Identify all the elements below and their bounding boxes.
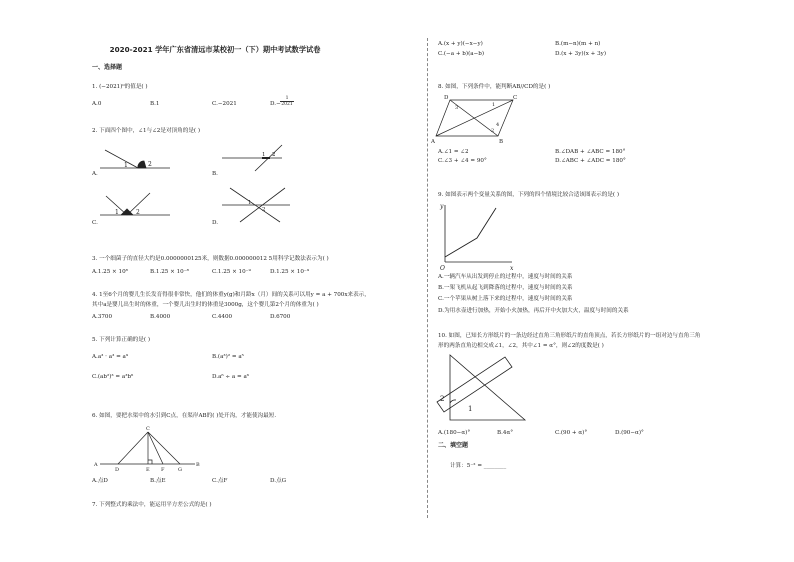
q3-option-c: C.1.25 × 10⁻⁹ [212, 269, 251, 275]
q6-option-a: A.点D [92, 478, 108, 484]
q8-stem: 8. 如图，下列条件中，能判断AB//CD的是( ) [438, 84, 551, 90]
q2-d-label-1: 1 [248, 200, 252, 206]
q8-option-d: D.∠ABC + ∠ADC = 180° [555, 158, 626, 164]
q9-option-b: B.一架飞机从起飞到降落的过程中，速度与时间的关系 [438, 285, 573, 291]
q1-option-a: A.0 [92, 101, 102, 107]
q2-c-label-2: 2 [136, 209, 140, 216]
q9-stem: 9. 如图表示两个变量关系的图，下列的四个情境比较合适该图表示的是( ) [438, 192, 620, 198]
q6-option-c: C.点F [212, 478, 228, 484]
q8-label-a: A [431, 139, 435, 145]
q8-label-d: D [444, 95, 449, 101]
q4-stem-line-2: 其中a是婴儿出生时的体重，一个婴儿出生时的体重是3000g，这个婴儿第2个月的体重为( ) [92, 302, 319, 308]
q2-option-a: A. [92, 171, 98, 177]
q2-a-label-2: 2 [148, 161, 152, 168]
q6-label-g: G [178, 467, 182, 473]
q8-option-b: B.∠DAB + ∠ABC = 180° [555, 149, 626, 155]
q2-option-d: D. [212, 220, 219, 226]
q6-label-b: B [196, 462, 200, 468]
q10-option-d: D.(90−α)° [615, 430, 644, 436]
q6-label-f: F [161, 467, 165, 473]
q6-option-b: B.点E [150, 478, 166, 484]
q4-stem-line-1: 4. 1至6个月的婴儿生长发育得很非常快，他们的体重y(g)和月龄x（月）间的关系可以用y = a + 700x来表示， [92, 292, 370, 298]
q6-label-c: C [146, 426, 150, 432]
q9-option-d: D.为用水壶进行加热，开始小火加热，再后开中火加大火，温度与时间的关系 [438, 308, 629, 314]
q6-label-a: A [94, 462, 98, 468]
q10-stem-line-2: 形的两条直角边相交成∠1，∠2，其中∠1 = α°，则∠2的度数是( ) [438, 343, 604, 349]
q7-stem: 7. 下列整式的乘法中，能运用平方差公式的是( ) [92, 502, 212, 508]
q8-label-1: 1 [492, 102, 496, 108]
q2-a-label-1: 1 [124, 162, 128, 169]
q9-axis-y-label: y [440, 203, 444, 210]
q6-label-e: E [146, 467, 150, 473]
q6-stem: 6. 如图，要把水渠中的水引到C点，在渠岸AB的( )处开沟，才能使沟最短． [92, 413, 280, 419]
q10-stem-line-1: 10. 如图，已知长方形纸片的一条边经过直角三角形纸片的直角顶点，若长方形纸片的一组对边与直角三角 [438, 333, 701, 339]
page-title: 2020-2021 学年广东省清远市某校初一（下）期中考试数学试卷 [109, 45, 321, 54]
q3-stem: 3. 一个细菌子的直径大约是0.0000000125米，则数据0.000000012 5用科学记数法表示为( ) [92, 256, 329, 262]
section-choice-heading: 一、选择题 [92, 64, 123, 71]
q8-label-c: C [513, 95, 518, 101]
q4-option-c: C.4400 [212, 314, 233, 320]
q10-option-c: C.(90 + α)° [555, 430, 588, 436]
q9-option-a: A.一辆汽车从出发到停止的过程中，速度与时间的关系 [438, 274, 573, 280]
q8-option-a: A.∠1 = ∠2 [438, 149, 469, 155]
section-fill-heading: 二、填空题 [438, 442, 469, 449]
q10-label-1: 1 [468, 405, 473, 413]
q9-option-c: C.一个苹果从树上落下来的过程中，速度与时间的关系 [438, 296, 573, 302]
q2-c-label-1: 1 [115, 209, 119, 216]
q10-option-b: B.4α° [497, 430, 514, 436]
q8-label-4: 4 [496, 122, 500, 128]
q4-option-b: B.4000 [150, 314, 171, 320]
q6-label-d: D [115, 467, 120, 473]
q2-option-c: C. [92, 220, 98, 226]
q1-option-d: D.− [270, 101, 281, 107]
q8-label-3: 3 [455, 105, 459, 111]
q3-option-d: D.1.25 × 10⁻⁹ [270, 269, 310, 275]
q10-option-a: A.(180−α)° [438, 430, 471, 436]
q2-b-label-2: 2 [272, 152, 276, 158]
q2-b-label-1: 1 [262, 152, 266, 158]
q1-fraction-numerator: 1 [285, 96, 289, 101]
q5-option-b: B.(a³)² = a⁵ [212, 354, 244, 360]
q7-option-b: B.(m−n)(m + n) [555, 41, 601, 47]
q4-option-a: A.3700 [92, 314, 113, 320]
q1-stem: 1. (−2021)⁰的值是( ) [92, 84, 148, 90]
q2-option-b: B. [212, 171, 218, 177]
q3-option-a: A.1.25 × 10⁸ [92, 269, 128, 275]
q7-option-d: D.(x + 3y)(x + 3y) [555, 51, 607, 57]
q7-option-a: A.(x + y)(−x−y) [438, 41, 483, 47]
q8-label-2: 2 [491, 128, 495, 134]
q2-stem: 2. 下面四个图中，∠1与∠2是对顶角的是( ) [92, 128, 201, 134]
q6-option-d: D.点G [270, 478, 287, 484]
q8-label-b: B [499, 139, 504, 145]
q8-option-c: C.∠3 + ∠4 = 90° [438, 158, 487, 164]
q5-stem: 5. 下列计算正确的是( ) [92, 337, 151, 343]
q5-option-a: A.a³ · a³ = a⁹ [92, 354, 129, 360]
q10-label-2: 2 [440, 395, 445, 403]
q9-axis-x-label: x [510, 265, 514, 272]
q5-option-c: C.(ab²)³ = a³b⁶ [92, 374, 134, 380]
q4-option-d: D.6700 [270, 314, 291, 320]
q11-stem: 计算：5⁻² = ________ [450, 463, 507, 469]
q9-origin-label: O [440, 265, 445, 272]
q3-option-b: B.1.25 × 10⁻⁸ [150, 269, 189, 275]
q1-fraction-denominator: 2021 [281, 102, 293, 107]
q1-option-b: B.1 [150, 101, 160, 107]
q7-option-c: C.(−a + b)(a−b) [438, 51, 485, 57]
q2-d-label-2: 2 [262, 207, 266, 213]
q1-option-c: C.−2021 [212, 101, 237, 107]
q5-option-d: D.a⁶ ÷ a = a⁶ [212, 374, 250, 380]
